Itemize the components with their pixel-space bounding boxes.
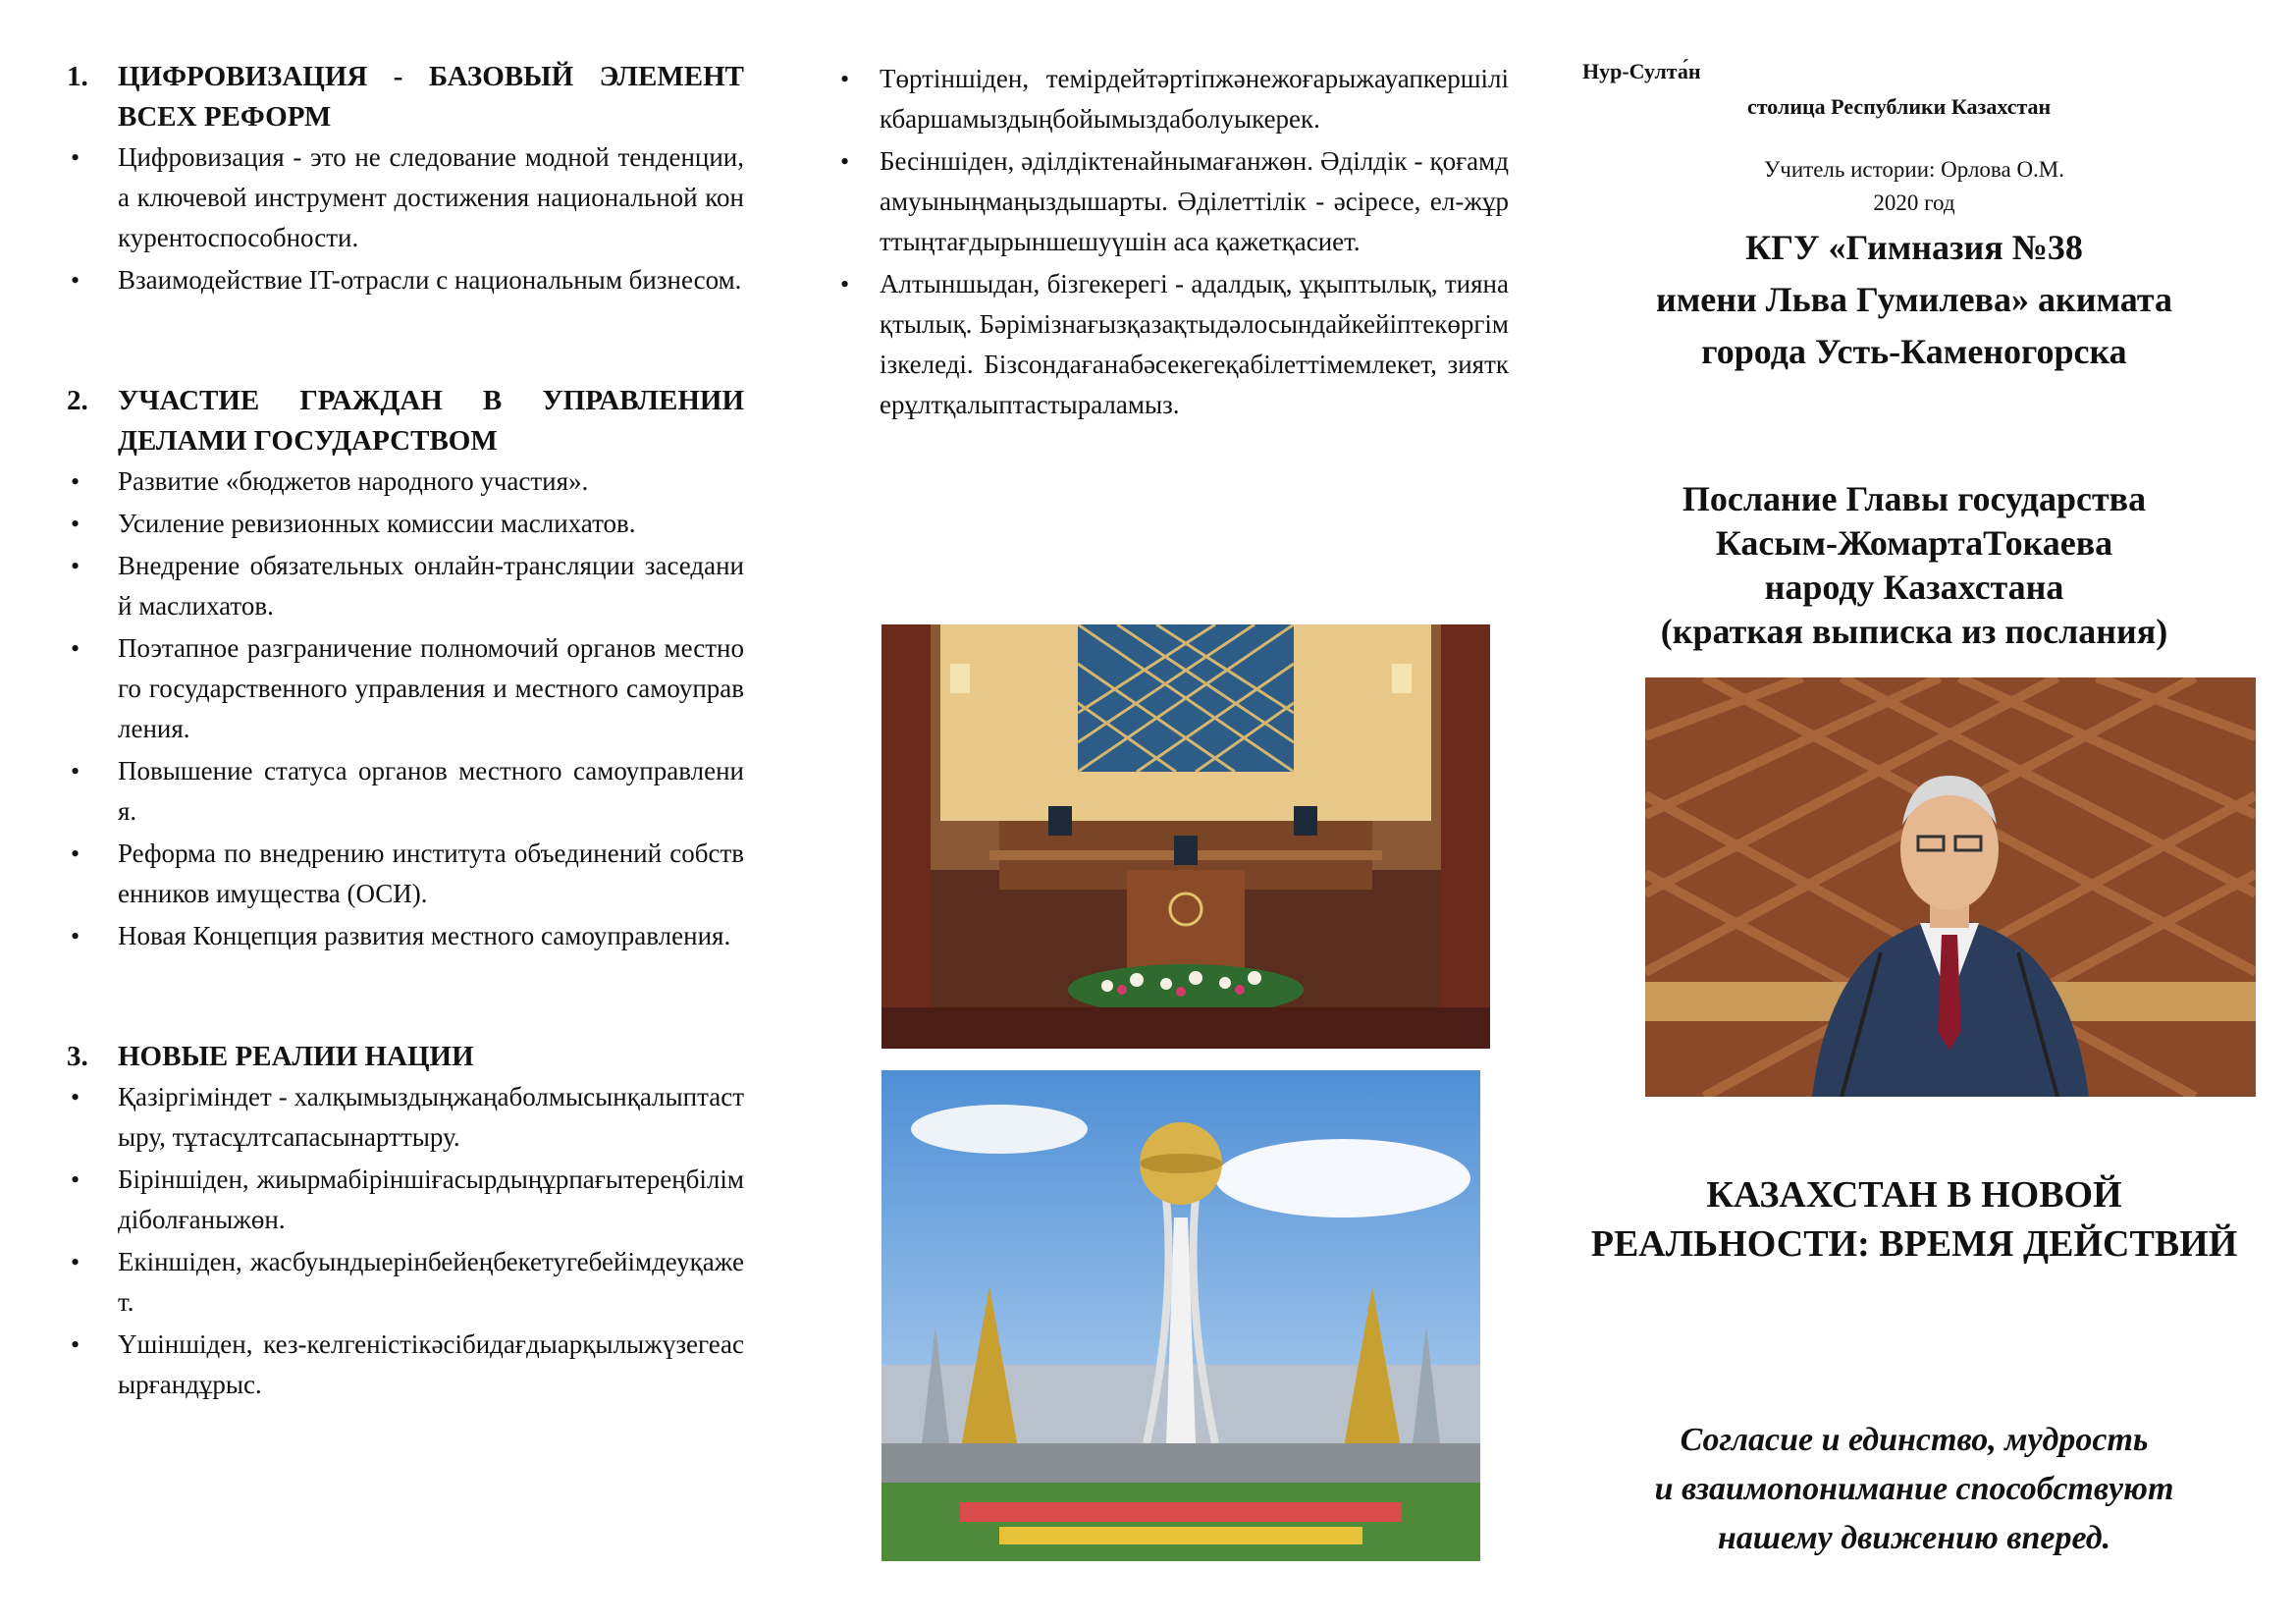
section-new-realities (67, 1037, 744, 1407)
section-digitalization (67, 57, 744, 302)
list-item: • Взаимодействие IT-отрасли с национальным бизнесом. (67, 260, 744, 300)
school-name (1571, 222, 2258, 378)
section-heading (67, 1037, 744, 1077)
list-item: • Реформа по внедрению института объединений собственников имущества (ОСИ). (67, 834, 744, 914)
motto (1571, 1416, 2258, 1563)
message-line: (краткая выписка из послания) (1660, 612, 2168, 651)
motto-line: Согласие и единство, мудрость (1680, 1422, 2149, 1458)
bullet-list (67, 1077, 744, 1405)
section-number: 2. (67, 385, 88, 416)
bullet-list (836, 59, 1509, 427)
city-name: Нур-Султа́н (1582, 59, 1701, 83)
teacher-name: Учитель истории: Орлова О.М. (1763, 157, 2065, 182)
list-item: • Төртіншіден, темірдейтәртіпжәнежоғарыжауапкершілікбаршамыздыңбойымыздаболуыкерек. (836, 59, 1509, 139)
president-portrait-photo (1645, 677, 2256, 1097)
list-item: • Развитие «бюджетов народного участия». (67, 461, 744, 502)
list-item: • Екіншіден, жасбуындыерінбейеңбекетугебейімдеуқажет. (67, 1242, 744, 1323)
list-item: • Усиление ревизионных комиссии маслихатов. (67, 504, 744, 544)
list-item: • Поэтапное разграничение полномочий органов местного государственного управления и местного самоуправления. (67, 628, 744, 749)
list-item: • Повышение статуса органов местного самоуправления. (67, 751, 744, 832)
section-number: 3. (67, 1041, 88, 1072)
list-item: • Алтыншыдан, бізгекерегі - адалдық, ұқыптылық, тиянақтылық. Бәрімізнағызқазақтыдәлосындайкейіптекөргімізкеледі. Бізсондағанабәсекегеқабілеттімемлекет, зияткерұлтқалыптастыраламыз. (836, 264, 1509, 425)
section-title: НОВЫЕ РЕАЛИИ НАЦИИ (118, 1041, 474, 1072)
list-item: • Новая Концепция развития местного самоуправления. (67, 916, 744, 956)
bullet-list (67, 137, 744, 300)
motto-line: и взаимопонимание способствуют (1654, 1471, 2174, 1507)
message-line: Касым-ЖомартаТокаева (1715, 523, 2113, 563)
list-item: • Қазіргіміндет - халқымыздыңжаңаболмысынқалыптастыру, тұтасұлтсапасынарттыру. (67, 1077, 744, 1158)
section-title: УЧАСТИЕ ГРАЖДАН В УПРАВЛЕНИИ ДЕЛАМИ ГОСУДАРСТВОМ (118, 385, 744, 457)
main-title-line: РЕАЛЬНОСТИ: ВРЕМЯ ДЕЙСТВИЙ (1590, 1223, 2238, 1265)
year-label: 2020 год (1873, 190, 1955, 215)
motto-line: нашему движению вперед. (1717, 1520, 2111, 1556)
list-item: • Цифровизация - это не следование модной тенденции, а ключевой инструмент достижения национальной конкурентоспособности. (67, 137, 744, 258)
message-line: народу Казахстана (1764, 568, 2064, 607)
message-line: Послание Главы государства (1682, 479, 2147, 518)
list-item: • Біріншіден, жиырмабіріншіғасырдыңұрпағытереңбілімдіболғаныжөн. (67, 1160, 744, 1240)
parliament-hall-photo (881, 624, 1490, 1049)
bullet-list (67, 461, 744, 956)
section-heading (67, 381, 744, 461)
list-item: • Үшіншіден, кез-келгеністікәсібидағдыарқылыжүзегеасырғандұрыс. (67, 1325, 744, 1405)
capital-caption: столица Республики Казахстан (1747, 94, 2052, 119)
baiterek-monument-photo (881, 1070, 1480, 1561)
list-item: • Внедрение обязательных онлайн-трансляции заседаний маслихатов. (67, 546, 744, 626)
school-line: города Усть-Каменогорска (1701, 332, 2127, 371)
main-title-line: КАЗАХСТАН В НОВОЙ (1706, 1174, 2122, 1216)
school-line: КГУ «Гимназия №38 (1745, 228, 2083, 267)
section-heading (67, 57, 744, 137)
main-title (1571, 1170, 2258, 1269)
message-title (1571, 477, 2258, 654)
section-number: 1. (67, 61, 88, 92)
list-item: • Бесіншіден, әділдіктенайнымағанжөн. Әділдік - қоғамдамуыныңмаңыздышарты. Әділеттілік - әсіресе, ел-жұрттыңтағдырыншешуүшін аса қажетқасиет. (836, 141, 1509, 262)
section-title: ЦИФРОВИЗАЦИЯ - БАЗОВЫЙ ЭЛЕМЕНТ ВСЕХ РЕФОРМ (118, 61, 744, 133)
section-citizen-participation (67, 381, 744, 958)
school-line: имени Льва Гумилева» акимата (1656, 280, 2172, 319)
